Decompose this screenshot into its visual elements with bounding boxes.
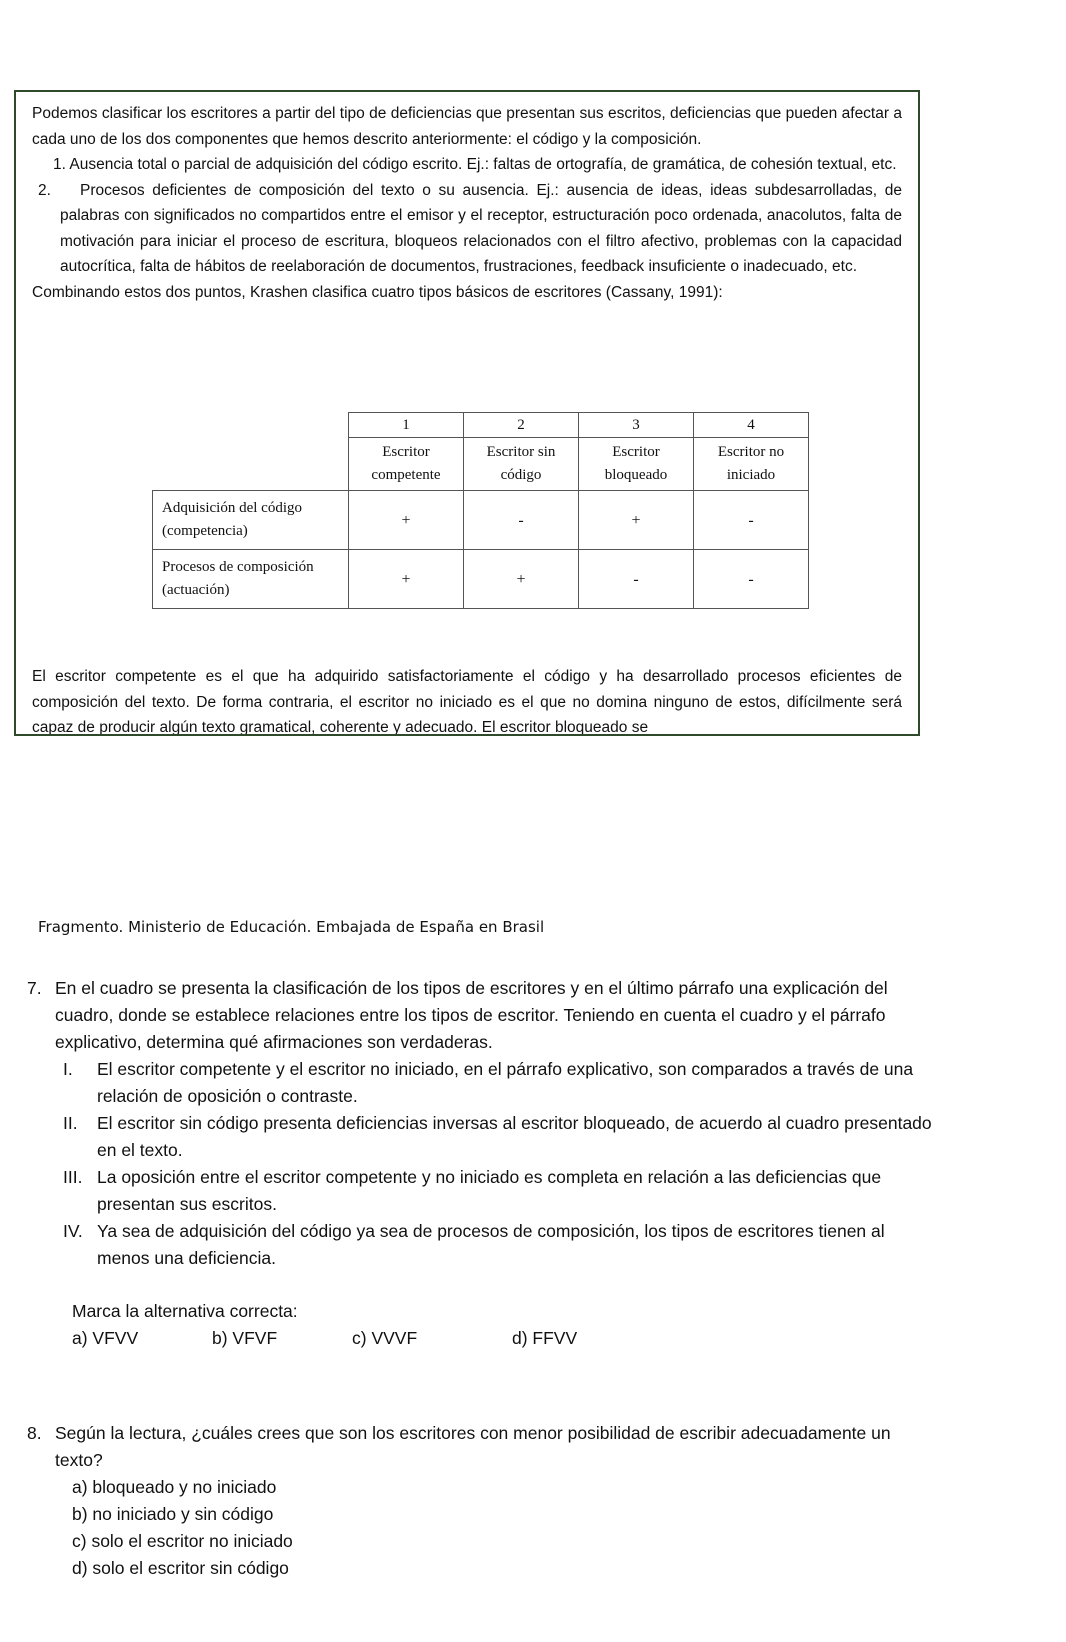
statement-4 <box>27 1218 939 1272</box>
statement-1 <box>27 1056 939 1110</box>
table-cell: + <box>464 550 579 609</box>
deficiency-item-1-number: 1. <box>53 156 66 173</box>
option-a[interactable]: a) VFVV <box>72 1328 139 1348</box>
intro-paragraph: Podemos clasificar los escritores a partir del tipo de deficiencias que presentan sus escritos, deficiencias que pueden afectar a cada uno de los dos componentes que hemos descrito anteriormente: el código y la composición. <box>32 105 902 148</box>
statement-3 <box>27 1164 939 1218</box>
deficiency-item-2 <box>32 178 902 280</box>
table-cell: - <box>694 550 809 609</box>
statement-3-text: La oposición entre el escritor competente y no iniciado es completa en relación a las deficiencias que presentan sus escritos. <box>97 1167 882 1214</box>
deficiency-item-2-text: Procesos deficientes de composición del texto o su ausencia. Ej.: ausencia de ideas, ideas subdesarrolladas, de palabras con significados no compartidos entre el emisor y el receptor, estructuración poco ordenada, anacolutos, falta de motivación para iniciar el proceso de escritura, bloqueos relacionados con el filtro afectivo, problemas con la capacidad autocrítica, falta de hábitos de reelaboración de documentos, frustraciones, feedback insuficiente o inadecuado, etc. <box>60 181 902 275</box>
option-a[interactable]: a) bloqueado y no iniciado <box>72 1477 277 1497</box>
table-row-label-1: Adquisición del código (competencia) <box>153 491 349 550</box>
table-row <box>153 550 809 609</box>
question-7-text: En el cuadro se presenta la clasificación de los tipos de escritores y en el último párrafo una explicación del cuadro, donde se establece relaciones entre los tipos de escritor. Teniendo en cuenta el cuadro y el párrafo explicativo, determina qué afirmaciones son verdaderas. <box>55 978 888 1052</box>
table-number-3: 3 <box>579 413 694 438</box>
deficiency-item-2-number: 2. <box>38 181 51 199</box>
question-7 <box>27 975 939 1352</box>
statement-2-text: El escritor sin código presenta deficiencias inversas al escritor bloqueado, de acuerdo al cuadro presentado en el texto. <box>97 1113 932 1160</box>
table-cell: - <box>464 491 579 550</box>
deficiency-list <box>32 152 902 280</box>
option-d[interactable]: d) FFVV <box>512 1328 578 1348</box>
option-c[interactable]: c) solo el escritor no iniciado <box>72 1531 293 1551</box>
table-header-numbers <box>153 413 809 438</box>
table-number-4: 4 <box>694 413 809 438</box>
table-cell: - <box>579 550 694 609</box>
question-8 <box>27 1420 939 1582</box>
option-c[interactable]: c) VVVF <box>352 1328 418 1348</box>
statement-4-numeral: IV. <box>63 1221 83 1241</box>
statement-1-text: El escritor competente y el escritor no iniciado, en el párrafo explicativo, son comparados a través de una relación de oposición o contraste. <box>97 1059 914 1106</box>
table-type-4: Escritor no iniciado <box>694 438 809 491</box>
table-cell: - <box>694 491 809 550</box>
combining-paragraph: Combinando estos dos puntos, Krashen clasifica cuatro tipos básicos de escritores (Cassany, 1991): <box>32 283 723 301</box>
writer-classification-table <box>152 412 809 609</box>
table-cell: + <box>349 491 464 550</box>
deficiency-item-1-text: Ausencia total o parcial de adquisición del código escrito. Ej.: faltas de ortografía, de gramática, de cohesión textual, etc. <box>69 156 897 173</box>
table-type-1: Escritor competente <box>349 438 464 491</box>
statement-1-numeral: I. <box>63 1059 73 1079</box>
table-row <box>153 491 809 550</box>
question-7-prompt: Marca la alternativa correcta: <box>72 1301 298 1321</box>
statement-list <box>27 1056 939 1272</box>
explanation-paragraph: El escritor competente es el que ha adquirido satisfactoriamente el código y ha desarrollado procesos eficientes de composición del texto. De forma contraria, el escritor no iniciado es el que no domina ninguno de estos, difícilmente será capaz de producir algún texto gramatical, coherente y adecuado. El escritor bloqueado se <box>32 668 902 736</box>
question-8-text: Según la lectura, ¿cuáles crees que son los escritores con menor posibilidad de escribir adecuadamente un texto? <box>55 1423 891 1470</box>
statement-3-numeral: III. <box>63 1167 83 1187</box>
question-8-number: 8. <box>27 1423 42 1443</box>
table-number-1: 1 <box>349 413 464 438</box>
table-row-label-2: Procesos de composición (actuación) <box>153 550 349 609</box>
statement-4-text: Ya sea de adquisición del código ya sea de procesos de composición, los tipos de escritores tienen al menos una deficiencia. <box>97 1221 885 1268</box>
statement-2 <box>27 1110 939 1164</box>
source-caption: Fragmento. Ministerio de Educación. Embajada de España en Brasil <box>38 918 545 936</box>
option-d[interactable]: d) solo el escritor sin código <box>72 1558 289 1578</box>
option-b[interactable]: b) VFVF <box>212 1328 278 1348</box>
table-number-2: 2 <box>464 413 579 438</box>
question-7-options <box>27 1325 939 1352</box>
question-7-number: 7. <box>27 978 42 998</box>
table-type-3: Escritor bloqueado <box>579 438 694 491</box>
deficiency-item-1 <box>32 152 902 178</box>
table-type-2: Escritor sin código <box>464 438 579 491</box>
table-cell: + <box>349 550 464 609</box>
statement-2-numeral: II. <box>63 1113 78 1133</box>
table-cell: + <box>579 491 694 550</box>
table-corner <box>153 413 349 491</box>
option-b[interactable]: b) no iniciado y sin código <box>72 1504 274 1524</box>
reading-frame <box>14 90 920 736</box>
